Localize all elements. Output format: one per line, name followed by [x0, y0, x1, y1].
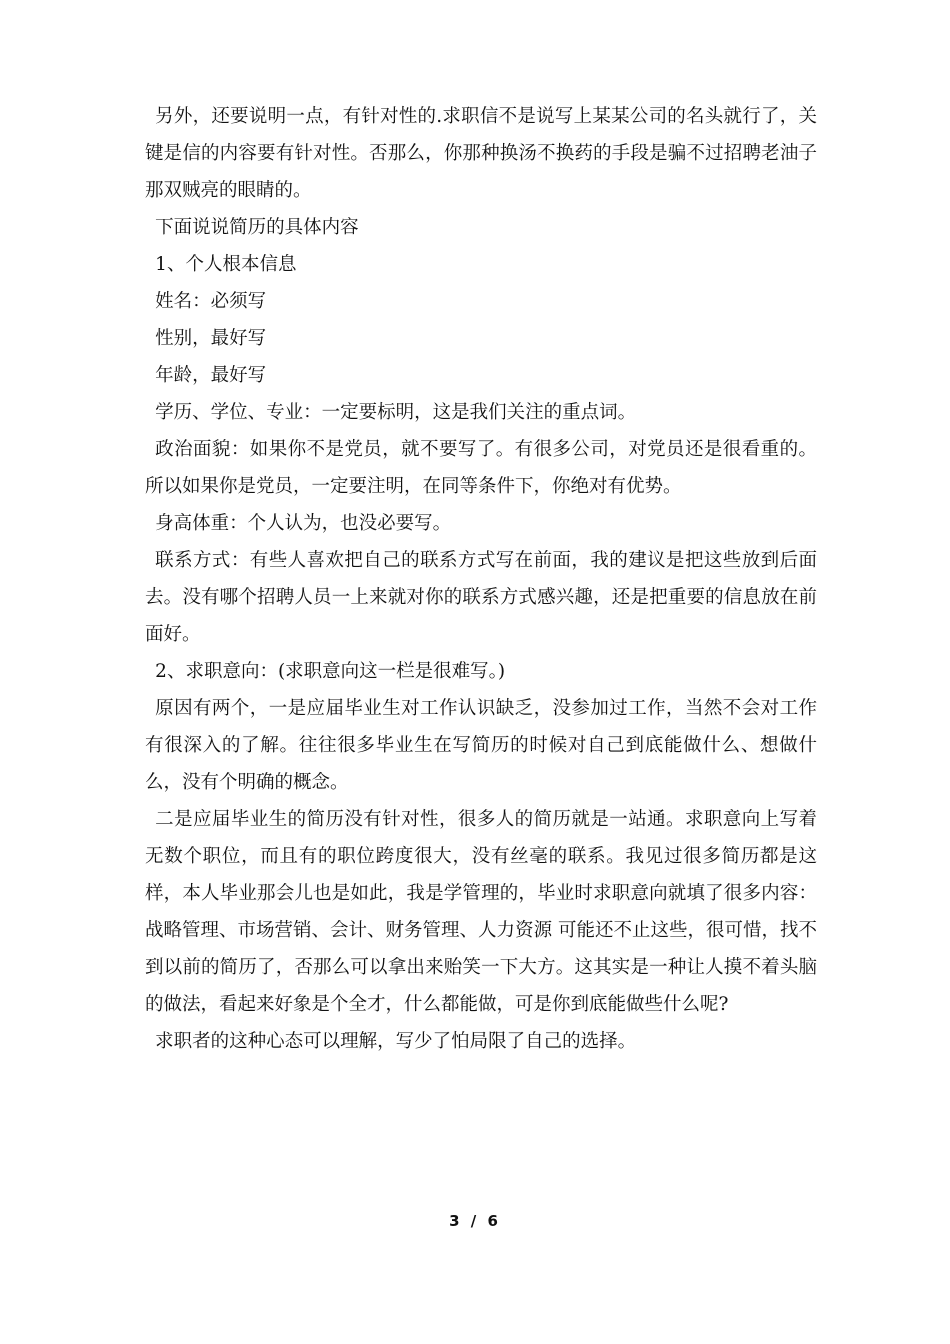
- paragraph: 政治面貌：如果你不是党员，就不要写了。有很多公司，对党员还是很看重的。所以如果你是党员，一定要注明，在同等条件下，你绝对有优势。: [145, 439, 817, 497]
- paragraph: 求职者的这种心态可以理解，写少了怕局限了自己的选择。: [155, 1031, 637, 1052]
- paragraph: 原因有两个，一是应届毕业生对工作认识缺乏，没参加过工作，当然不会对工作有很深入的了解。往往很多毕业生在写简历的时候对自己到底能做什么、想做什么，没有个明确的概念。: [145, 698, 817, 793]
- paragraph: 身高体重：个人认为，也没必要写。: [155, 513, 452, 534]
- paragraph: 姓名：必须写: [155, 291, 267, 312]
- paragraph: 年龄，最好写: [155, 365, 267, 386]
- page-number: 3 / 6: [449, 1212, 501, 1230]
- paragraph: 联系方式：有些人喜欢把自己的联系方式写在前面，我的建议是把这些放到后面去。没有哪个招聘人员一上来就对你的联系方式感兴趣，还是把重要的信息放在前面好。: [145, 550, 817, 645]
- document-body: [145, 98, 817, 1060]
- section-heading: 2、求职意向：(求职意向这一栏是很难写。): [155, 661, 506, 682]
- paragraph: 下面说说简历的具体内容: [155, 217, 359, 238]
- paragraph: 学历、学位、专业：一定要标明，这是我们关注的重点词。: [155, 402, 637, 423]
- paragraph: 另外，还要说明一点，有针对性的.求职信不是说写上某某公司的名头就行了，关键是信的内容要有针对性。否那么，你那种换汤不换药的手段是骗不过招聘老油子那双贼亮的眼睛的。: [145, 106, 817, 201]
- section-heading: 1、个人根本信息: [155, 254, 297, 275]
- paragraph: 二是应届毕业生的简历没有针对性，很多人的简历就是一站通。求职意向上写着无数个职位，而且有的职位跨度很大，没有丝毫的联系。我见过很多简历都是这样，本人毕业那会儿也是如此，我是学管理的，毕业时求职意向就填了很多内容：战略管理、市场营销、会计、财务管理、人力资源 可能还不止这些，很可惜，找不到以前的简历了，否那么可以拿出来贻笑一下大方。这其实是一种让人摸不着头脑的做法，看起来好象是个全才，什么都能做，可是你到底能做些什么呢?: [145, 809, 817, 1015]
- paragraph: 性别，最好写: [155, 328, 267, 349]
